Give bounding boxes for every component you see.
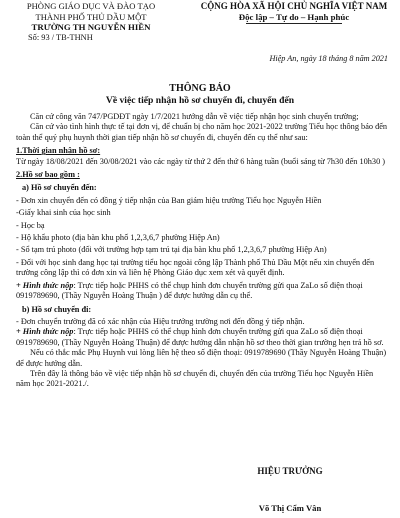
issue-date: Hiệp An, ngày 18 tháng 8 năm 2021: [269, 54, 388, 63]
subsection-a-heading: a) Hồ sơ chuyển đến:: [22, 183, 97, 193]
signer-name: Võ Thị Cẩm Vân: [258, 503, 322, 513]
notice-subtitle: Về việc tiếp nhận hồ sơ chuyển đi, chuyển đến: [105, 95, 295, 106]
paragraph-legal-basis: Căn cứ công văn 747/PGDĐT ngày 1/7/2021 hướng dẫn về việc tiếp nhận học sinh chuyển trường;: [30, 112, 359, 121]
notice-body: [16, 112, 388, 390]
motto: Độc lập – Tự do – Hạnh phúc: [238, 12, 350, 22]
list-item: -Giấy khai sinh của học sinh: [16, 208, 111, 218]
submission-text: : Trực tiếp hoặc PHHS có thể chụp hình đơn chuyển trường gửi qua ZaLo số điện thoại 0919789690, (Thầy Nguyễn Hoàng Thuận ) để được hướng dẫn cụ thể.: [16, 280, 363, 301]
issuer-line-1: PHÒNG GIÁO DỤC VÀ ĐÀO TẠO: [26, 1, 156, 11]
list-item: - Hộ khẩu photo (địa bàn khu phố 1,2,3,6,7 phường Hiệp An): [16, 233, 220, 243]
list-item: - Sổ tạm trú photo (đối với trường hợp tạm trú tại địa bàn khu phố 1,2,3,6,7 phường Hiệp An): [16, 245, 327, 255]
paragraph-closing: Trên đây là thông báo về việc tiếp nhận hồ sơ chuyển đi, chuyển đến của trường Tiểu học Nguyễn Hiền năm học 2021-2021./.: [16, 368, 374, 389]
section-2-heading: 2.Hồ sơ bao gồm :: [16, 170, 80, 180]
document-header: [0, 0, 400, 70]
paragraph-purpose: Căn cứ vào tình hình thực tế tại đơn vị, để chuẩn bị cho năm học 2021-2022 trường Tiểu học thông báo đến toàn thể quý phụ huynh thời gian tiếp nhận hồ sơ chuyển đi, chuyển đến cụ thể như sau:: [16, 122, 388, 142]
submission-method-a: [16, 281, 388, 302]
submission-text: : Trực tiếp hoặc PHHS có thể chụp hình đơn chuyển trường gửi qua ZaLo số điện thoại 0919789690, (Thầy Nguyễn Hoàng Thuận) để được hướng dẫn nhận hồ sơ theo thời gian trường hẹn trả hồ sơ.: [16, 327, 384, 347]
submission-label: + Hình thức nộp: [16, 280, 74, 290]
list-item: - Học bạ: [16, 220, 45, 230]
submission-method-b: [16, 327, 388, 348]
submission-label: + Hình thức nộp: [16, 327, 74, 337]
motto-underline: [246, 23, 342, 24]
issuer-school: TRƯỜNG TH NGUYỄN HIỀN: [31, 22, 151, 32]
list-item: - Đơn xin chuyển đến có đồng ý tiếp nhận của Ban giám hiệu trường Tiểu học Nguyễn Hiền: [16, 195, 322, 205]
document-number: Số: 93 / TB-THNH: [28, 32, 93, 42]
list-item: - Đối với học sinh đang học tại trường tiểu học ngoài công lập Thành phố Thủ Dầu Một nếu xin chuyển đến trường công lập thì có đơn xin và liên hệ Phòng Giáo dục xem xét và quyết định.: [16, 257, 375, 278]
section-1-text: Từ ngày 18/08/2021 đến 30/08/2021 vào các ngày từ thứ 2 đến thứ 6 hàng tuần (buổi sáng từ 7h30 đến 10h30 ): [16, 156, 386, 166]
notice-heading: THÔNG BÁO: [169, 83, 231, 94]
notice-title: [0, 83, 400, 107]
country-name: CỘNG HÒA XÃ HỘI CHỦ NGHĨA VIỆT NAM: [200, 1, 388, 11]
list-item: - Đơn chuyển trường đã có xác nhận của Hiệu trưởng trường nơi đến đồng ý tiếp nhận.: [16, 316, 305, 326]
national-motto-block: [198, 1, 390, 24]
paragraph-contact: Nếu có thắc mắc Phụ Huynh vui lòng liên hệ theo số điện thoại: 0919789690 (Thầy Nguyễn Hoàng Thuận) để được hướng dẫn.: [16, 348, 387, 368]
issuer-block: [16, 1, 166, 43]
section-1-heading: 1.Thời gian nhận hồ sơ:: [16, 146, 101, 156]
subsection-b-heading: b) Hồ sơ chuyển đi:: [22, 304, 92, 314]
signer-title: HIỆU TRƯỞNG: [257, 466, 323, 476]
issuer-line-2: THÀNH PHỐ THỦ DẦU MỘT: [35, 11, 147, 22]
